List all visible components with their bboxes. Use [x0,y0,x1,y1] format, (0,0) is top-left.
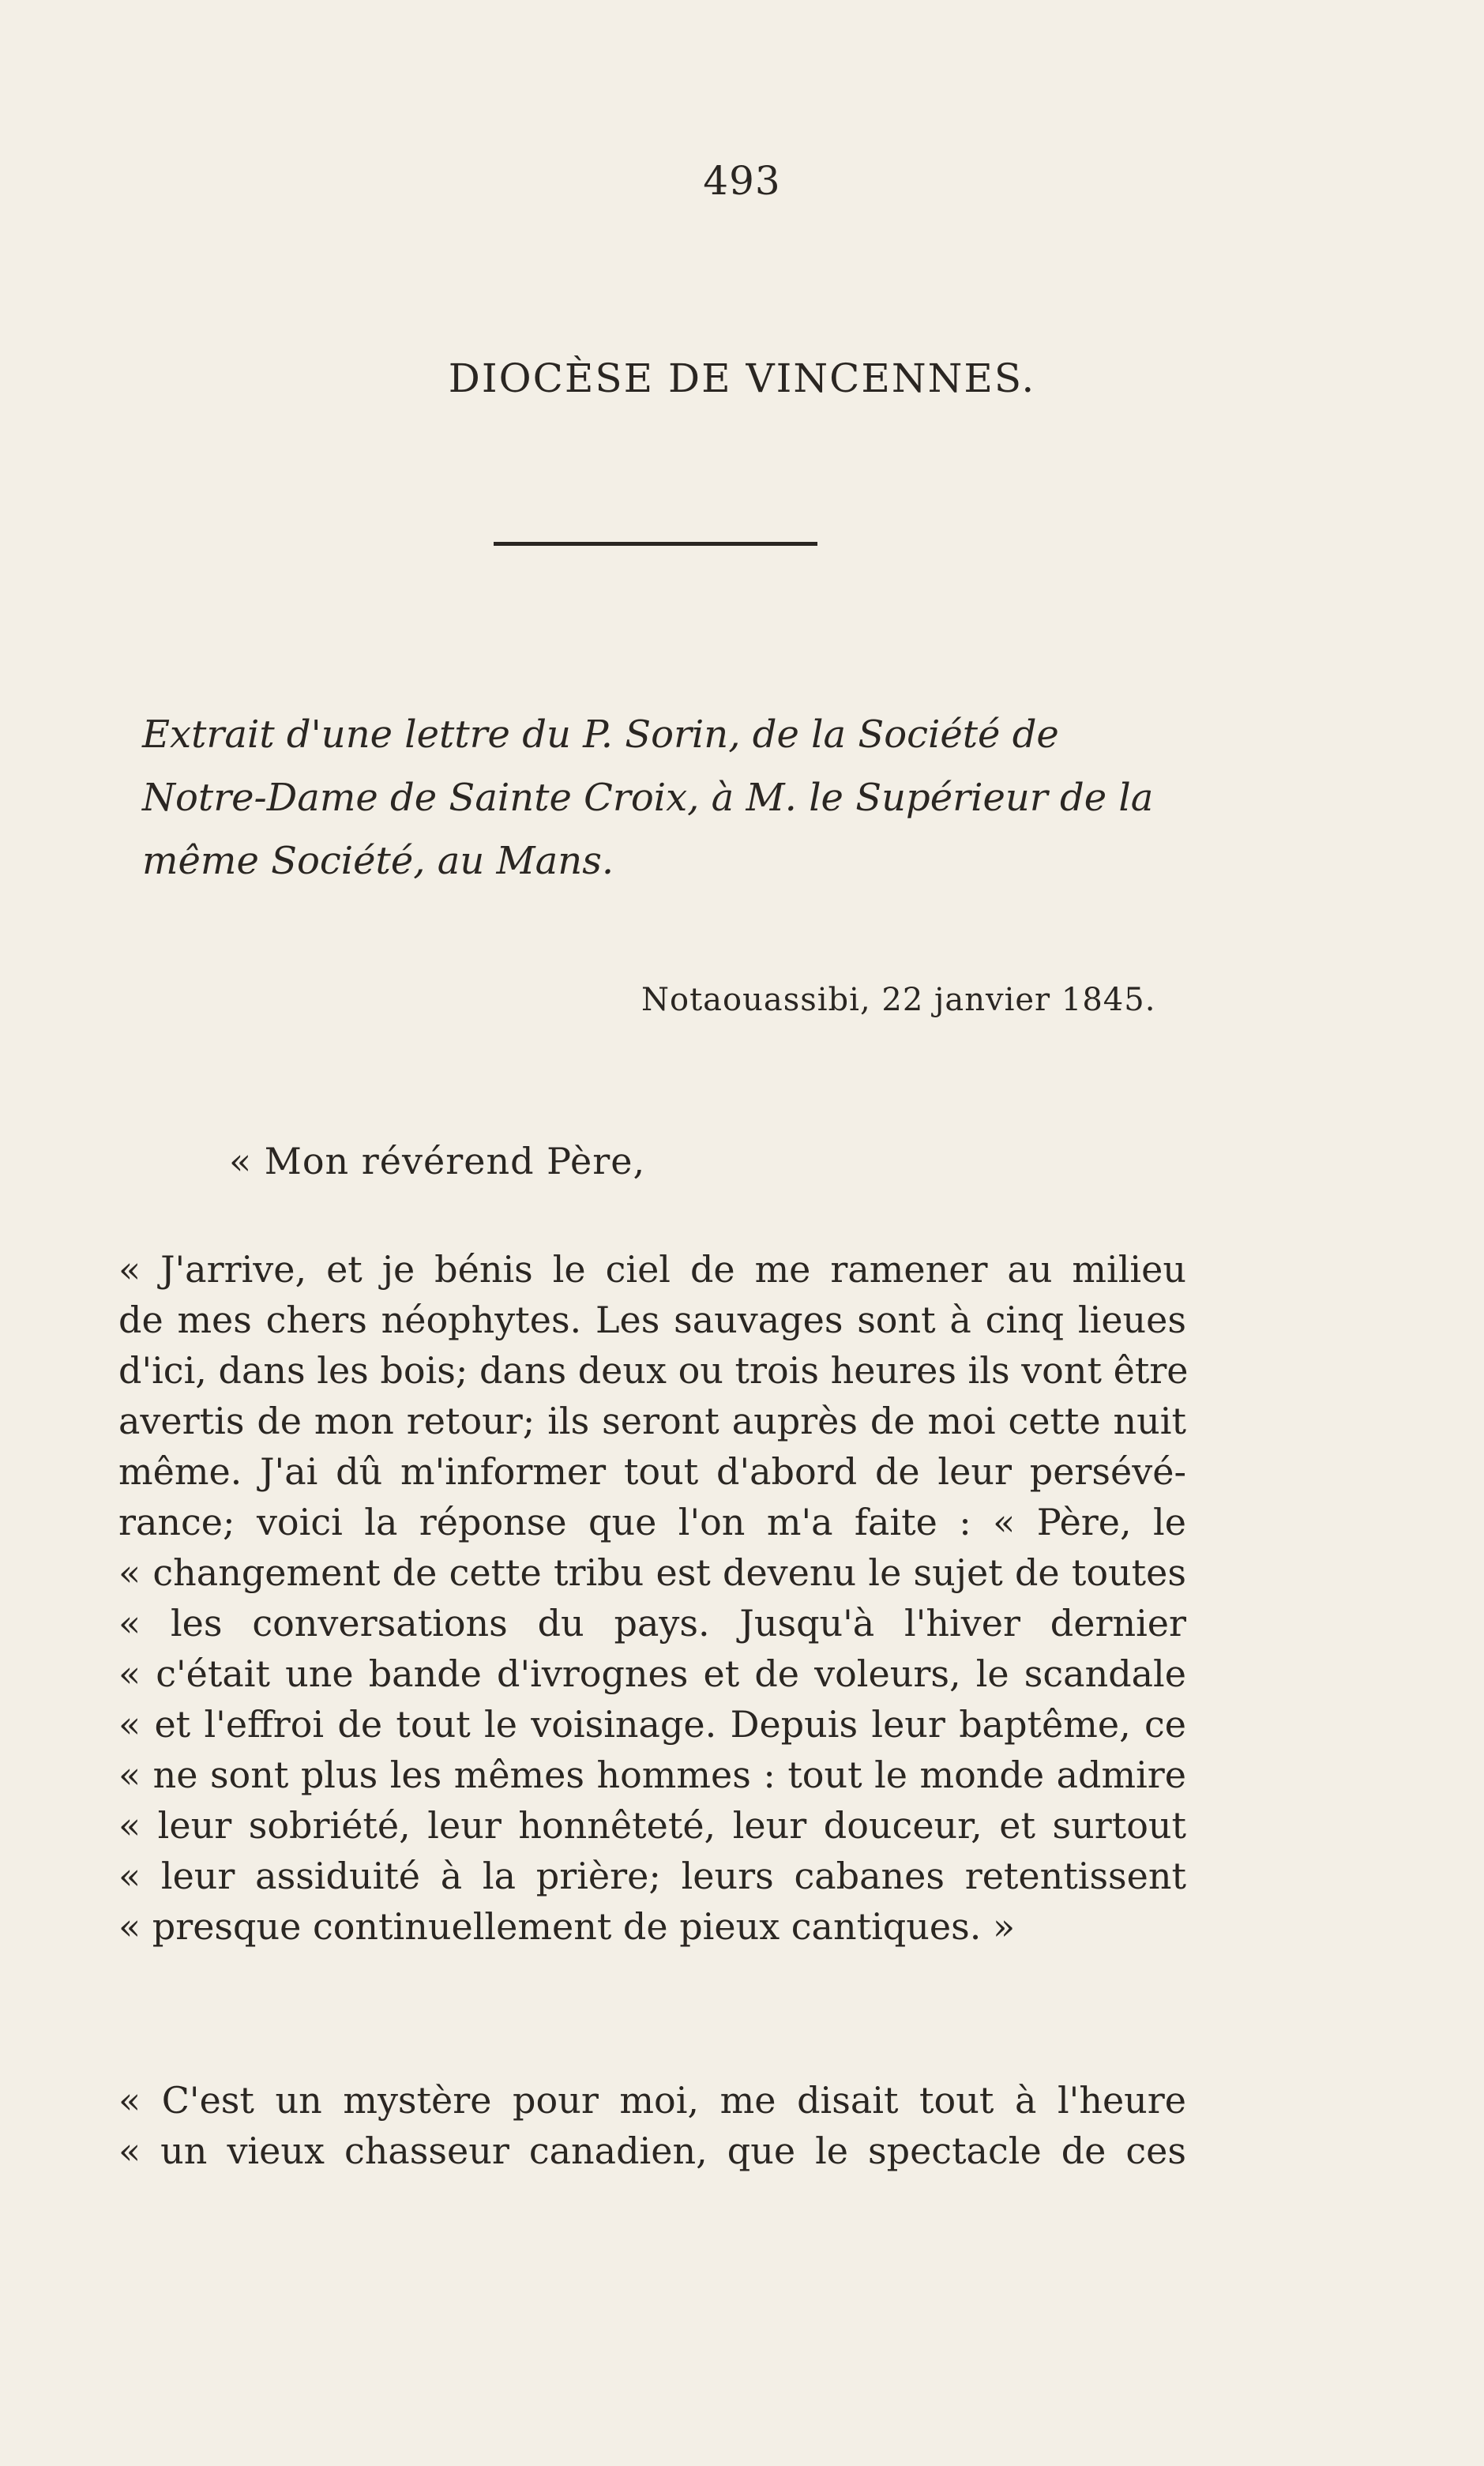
text-line: « c'était une bande d'ivrognes et de voleurs, le scandale [118,1652,1186,1695]
text-line: « les conversations du pays. Jusqu'à l'hiver dernier [118,1602,1186,1645]
text-line: « C'est un mystère pour moi, me disait tout à l'heure [118,2079,1186,2122]
intro-line: Extrait d'une lettre du P. Sorin, de la Société de [142,712,1059,757]
text-line: « presque continuellement de pieux cantiques. » [118,1905,1016,1948]
text-line: de mes chers néophytes. Les sauvages sont à cinq lieues [118,1299,1186,1341]
text-line: « leur assiduité à la prière; leurs cabanes retentissent [118,1855,1186,1897]
heading-rule [494,542,817,546]
intro-line: Notre-Dame de Sainte Croix, à M. le Supérieur de la [142,776,1154,820]
text-line: « ne sont plus les mêmes hommes : tout le monde admire [118,1754,1186,1796]
dateline: Notaouassibi, 22 janvier 1845. [641,982,1156,1018]
text-line: « leur sobriété, leur honnêteté, leur douceur, et surtout [118,1804,1186,1847]
salutation: « Mon révérend Père, [229,1140,646,1182]
paragraph-1 [118,1244,1189,1952]
letter-intro [142,703,1200,893]
page-number: 493 [703,158,781,204]
text-line: même. J'ai dû m'informer tout d'abord de leur persévé- [118,1450,1186,1493]
text-line: d'ici, dans les bois; dans deux ou trois heures ils vont être [118,1349,1189,1392]
text-line: « un vieux chasseur canadien, que le spectacle de ces [118,2130,1186,2172]
text-line: « J'arrive, et je bénis le ciel de me ramener au milieu [118,1248,1186,1291]
text-line: « et l'effroi de tout le voisinage. Depuis leur baptême, ce [118,1703,1186,1746]
text-line: rance; voici la réponse que l'on m'a faite : « Père, le [118,1501,1186,1543]
text-line: avertis de mon retour; ils seront auprès de moi cette nuit [118,1400,1186,1442]
intro-line: même Société, au Mans. [142,839,614,883]
section-heading: DIOCÈSE DE VINCENNES. [448,355,1036,401]
paragraph-2 [118,2075,1186,2176]
text-line: « changement de cette tribu est devenu le sujet de toutes [118,1551,1186,1594]
